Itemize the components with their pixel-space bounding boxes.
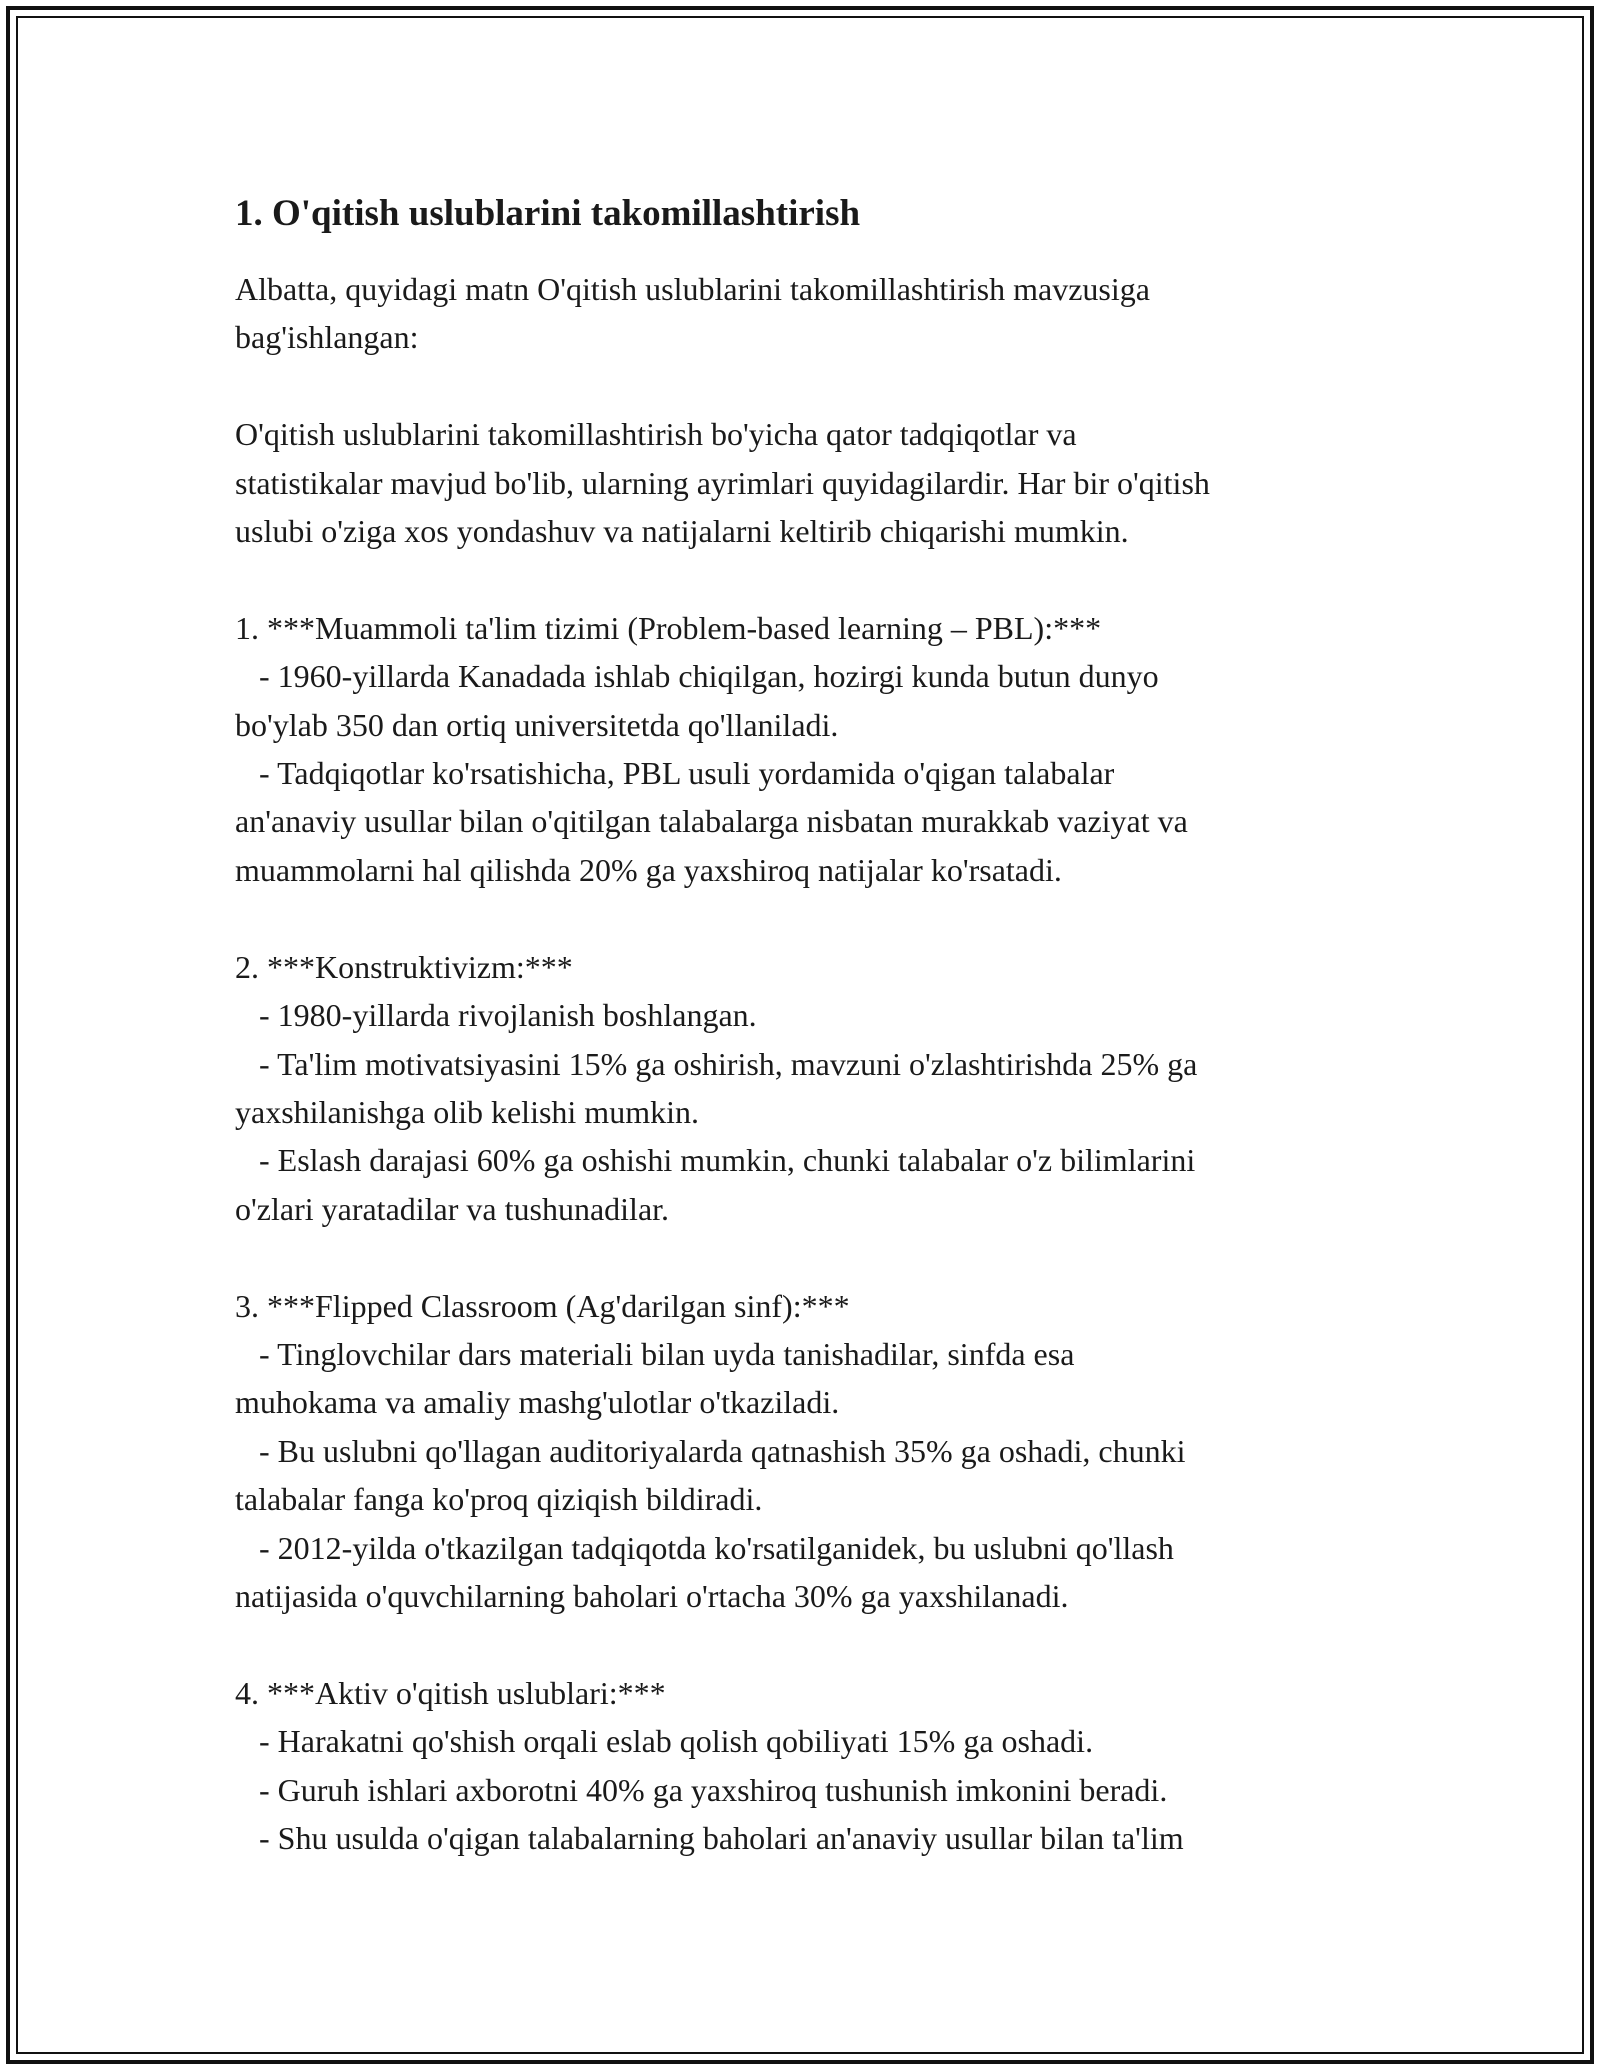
document-body: Albatta, quyidagi matn O'qitish uslublarini takomillashtirish mavzusiga bag'ishlangan: O'qitish uslublarini takomillashtirish bo'yicha qator tadqiqotlar va statistikalar mavjud bo'lib, ularning ayrimlari quyidagilardir. Har bir o'qitish uslubi o'ziga xos yondashuv va natijalarni keltirib chiqarishi mumkin. 1. ***Muammoli ta'lim tizimi (Problem-based learning – PBL):*** - 1960-yillarda Kanadada ishlab chiqilgan, hozirgi kunda butun dunyo bo'ylab 350 dan ortiq universitetda qo'llaniladi. - Tadqiqotlar ko'rsatishicha, PBL usuli yordamida o'qigan talabalar an'anaviy usullar bilan o'qitilgan talabalarga nisbatan murakkab vaziyat va muammolarni hal qilishda 20% ga yaxshiroq natijalar ko'rsatadi. 2. ***Konstruktivizm:*** - 1980-yillarda rivojlanish boshlangan. - Ta'lim motivatsiyasini 15% ga oshirish, mavzuni o'zlashtirishda 25% ga yaxshilanishga olib kelishi mumkin. - Eslash darajasi 60% ga oshishi mumkin, chunki talabalar o'z bilimlarini o'zlari yaratadilar va tushunadilar. 3. ***Flipped Classroom (Ag'darilgan sinf):*** - Tinglovchilar dars materiali bilan uyda tanishadilar, sinfda esa muhokama va amaliy mashg'ulotlar o'tkaziladi. - Bu uslubni qo'llagan auditoriyalarda qatnashish 35% ga oshadi, chunki talabalar fanga ko'proq qiziqish bildiradi. - 2012-yilda o'tkazilgan tadqiqotda ko'rsatilganidek, bu uslubni qo'llash natijasida o'quvchilarning baholari o'rtacha 30% ga yaxshilanadi. 4. ***Aktiv o'qitish uslublari:*** - Harakatni qo'shish orqali eslab qolish qobiliyati 15% ga oshadi. - Guruh ishlari axborotni 40% ga yaxshiroq tushunish imkonini beradi. - Shu usulda o'qigan talabalarning baholari an'anaviy usullar bilan ta'lim — [235, 271, 1210, 1856]
document-title: 1. O'qitish uslublarini takomillashtirish — [235, 193, 861, 234]
document-content — [235, 183, 1365, 1862]
